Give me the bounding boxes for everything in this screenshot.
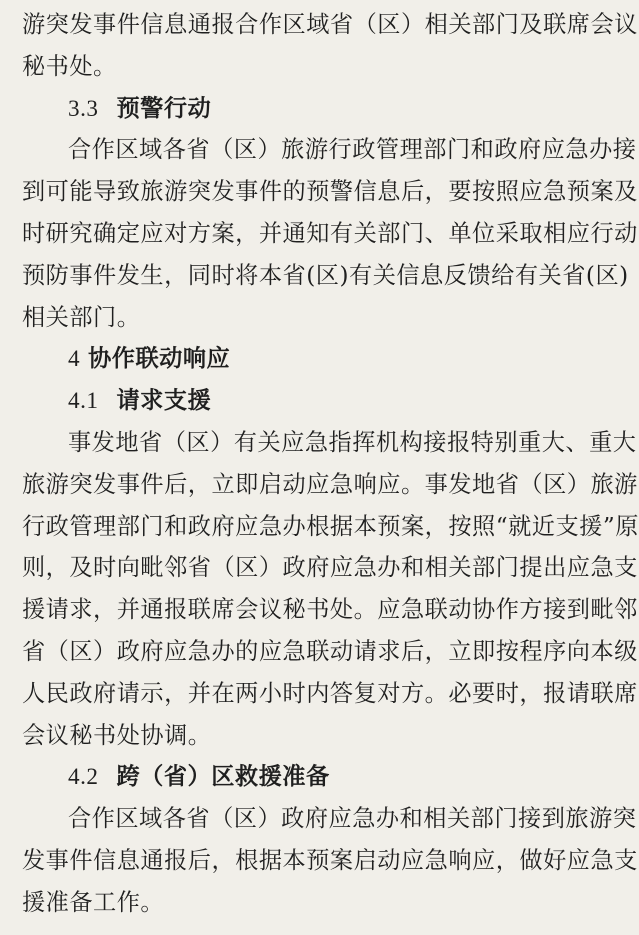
section-title: 协作联动响应 bbox=[88, 345, 231, 373]
paragraph-line: 相关部门。 bbox=[22, 303, 141, 331]
section-number: 4.1 bbox=[68, 388, 99, 415]
paragraph-line: 到可能导致旅游突发事件的预警信息后，要按照应急预案及 bbox=[22, 178, 638, 206]
section-title: 跨（省）区救援准备 bbox=[116, 763, 330, 791]
paragraph-line: 人民政府请示，并在两小时内答复对方。必要时，报请联席 bbox=[22, 679, 638, 707]
paragraph-line: 行政管理部门和政府应急办根据本预案，按照“就近支援”原 bbox=[22, 512, 639, 540]
paragraph-line: 合作区域各省（区）政府应急办和相关部门接到旅游突 bbox=[68, 805, 637, 833]
paragraph-line: 发事件信息通报后，根据本预案启动应急响应，做好应急支 bbox=[22, 846, 638, 874]
section-number: 4 bbox=[68, 346, 81, 373]
paragraph-line: 合作区域各省（区）旅游行政管理部门和政府应急办接 bbox=[68, 136, 637, 164]
section-heading-4 bbox=[22, 338, 578, 380]
paragraph-line: 会议秘书处协调。 bbox=[22, 721, 212, 749]
paragraph-line: 援请求，并通报联席会议秘书处。应急联动协作方接到毗邻 bbox=[22, 596, 638, 624]
paragraph-line: 事发地省（区）有关应急指挥机构接报特别重大、重大 bbox=[68, 428, 637, 456]
section-number: 3.3 bbox=[68, 95, 99, 122]
paragraph-line: 秘书处。 bbox=[22, 52, 117, 80]
section-heading-4-1 bbox=[22, 380, 578, 422]
section-heading-4-2 bbox=[22, 756, 578, 798]
paragraph-line: 援准备工作。 bbox=[22, 888, 165, 916]
paragraph-line: 预防事件发生，同时将本省(区)有关信息反馈给有关省(区) bbox=[22, 261, 629, 289]
paragraph-line: 则，及时向毗邻省（区）政府应急办和相关部门提出应急支 bbox=[22, 554, 638, 582]
paragraph-line: 旅游突发事件后，立即启动应急响应。事发地省（区）旅游 bbox=[22, 470, 638, 498]
section-number: 4.2 bbox=[68, 764, 99, 791]
section-heading-3-3 bbox=[22, 88, 578, 130]
paragraph-line: 省（区）政府应急办的应急联动请求后，立即按程序向本级 bbox=[22, 637, 638, 665]
paragraph-line: 游突发事件信息通报合作区域省（区）相关部门及联席会议 bbox=[22, 11, 638, 38]
paragraph-line: 时研究确定应对方案，并通知有关部门、单位采取相应行动 bbox=[22, 219, 638, 247]
section-title: 预警行动 bbox=[116, 94, 212, 122]
section-title: 请求支援 bbox=[116, 387, 212, 415]
